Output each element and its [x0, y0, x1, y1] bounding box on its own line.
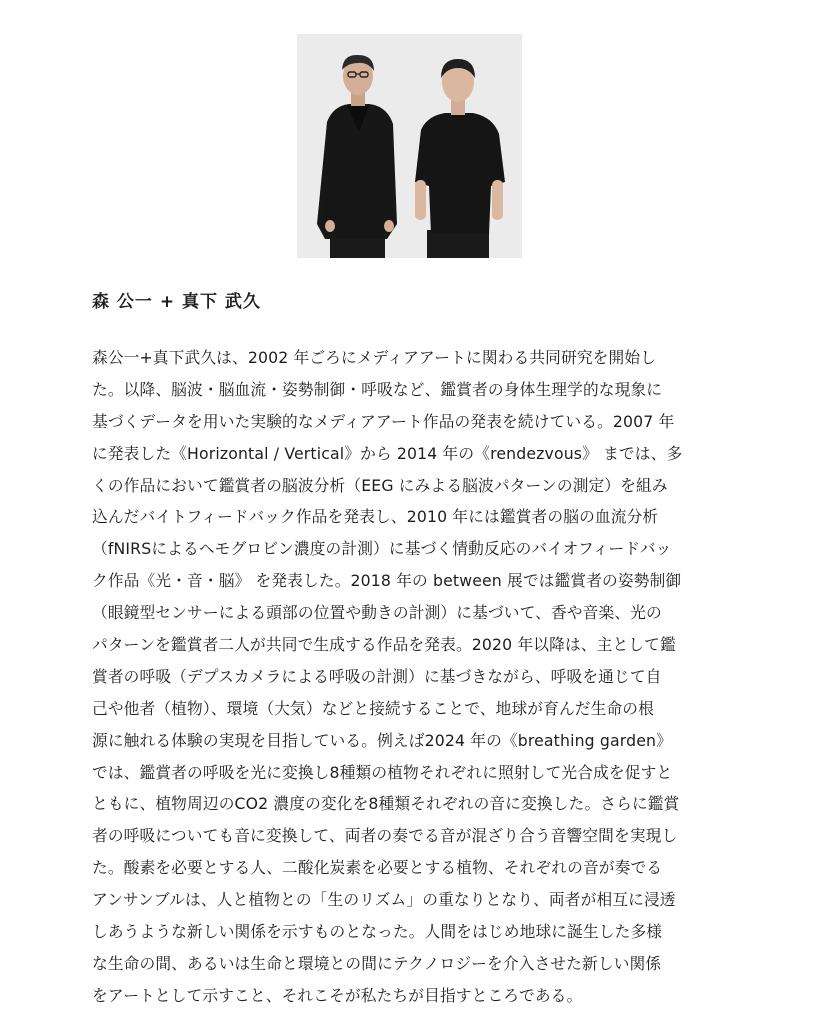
bio-line: パターンを鑑賞者二人が共同で生成する作品を発表。2020 年以降は、主として鑑 — [92, 635, 676, 655]
bio-line: 森公一+真下武久は、2002 年ごろにメディアアートに関わる共同研究を開始し — [92, 348, 657, 367]
bio-line: ともに、植物周辺のCO2 濃度の変化を8種類それぞれの音に変換した。さらに鑑賞 — [92, 794, 680, 814]
bio-line: ク作品《光・音・脳》 を発表した。2018 年の between 展では鑑賞者の姿勢制御 — [92, 571, 682, 591]
person-left — [317, 55, 397, 258]
bio-line: 源に触れる体験の実現を目指している。例えば2024 年の《breathing garden》 — [92, 730, 672, 750]
bio-line: をアートとして示すこと、それこそが私たちが目指すところである。 — [92, 985, 583, 1005]
bio-line: しあうような新しい関係を示すものとなった。人間をはじめ地球に誕生した多様 — [92, 922, 663, 942]
bio-line: くの作品において鑑賞者の脳波分析（EEG にみよる脳波パターンの測定）を組み — [92, 475, 668, 495]
artist-biography — [92, 342, 772, 1012]
bio-line: （fNIRSによるヘモグロビン濃度の計測）に基づく情動反応のバイオフィードバッ — [92, 539, 672, 559]
bio-line: な生命の間、あるいは生命と環境との間にテクノロジーを介入させた新しい関係 — [92, 953, 662, 973]
artist-portrait-photo — [297, 34, 522, 258]
bio-line: では、鑑賞者の呼吸を光に変換し8種類の植物それぞれに照射して光合成を促すと — [92, 762, 673, 782]
bio-line: 基づくデータを用いた実験的なメディアアート作品の発表を続けている。2007 年 — [92, 411, 675, 431]
bio-line: （眼鏡型センサーによる頭部の位置や動きの計測）に基づいて、香や音楽、光の — [92, 603, 662, 623]
artist-name-heading: 森 公一 + 真下 武久 — [92, 292, 261, 312]
bio-line: た。酸素を必要とする人、二酸化炭素を必要とする植物、それぞれの音が奏でる — [92, 858, 663, 878]
bio-line: 込んだバイトフィードバック作品を発表し、2010 年には鑑賞者の脳の血流分析 — [92, 507, 659, 527]
bio-line: た。以降、脳波・脳血流・姿勢制御・呼吸など、鑑賞者の身体生理学的な現象に — [92, 379, 663, 399]
bio-line: に発表した《Horizontal / Vertical》から 2014 年の《rendezvous》 までは、多 — [92, 443, 683, 463]
bio-line: 者の呼吸についても音に変換して、両者の奏でる音が混ざり合う音響空間を実現し — [92, 826, 678, 846]
bio-line: アンサンブルは、人と植物との「生のリズム」の重なりとなり、両者が相互に浸透 — [92, 890, 676, 910]
bio-line: 賞者の呼吸（デプスカメラによる呼吸の計測）に基づきながら、呼吸を通じて自 — [92, 666, 662, 686]
person-right — [415, 59, 505, 258]
bio-line: 己や他者（植物）、環境（大気）などと接続することで、地球が育んだ生命の根 — [92, 698, 654, 718]
portrait-illustration — [297, 34, 522, 258]
